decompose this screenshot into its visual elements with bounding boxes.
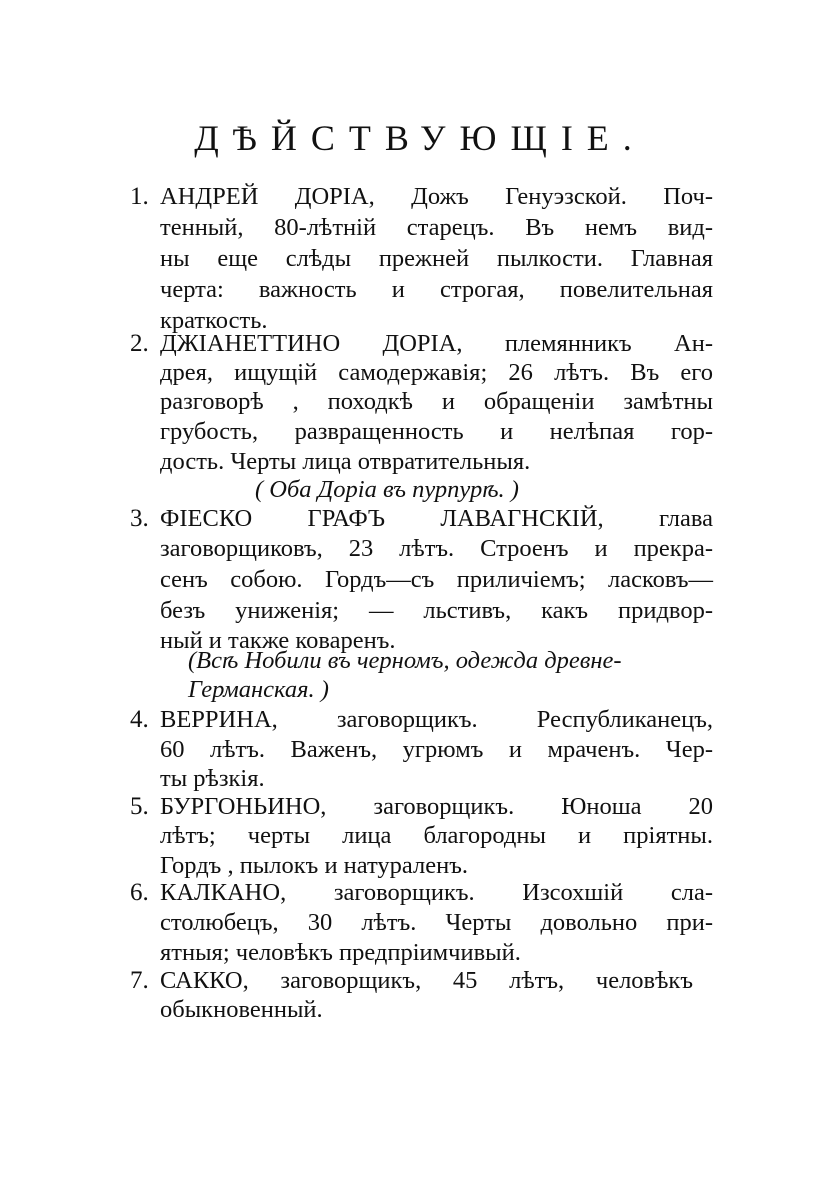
entry-line: тенный, 80-лѣтній старецъ. Въ немъ вид- [160,214,713,241]
entry-line: Гордъ , пылокъ и натураленъ. [160,852,469,879]
entry-line: черта: важность и строгая, повелительная [160,276,713,303]
entry-line: ный и также коваренъ. [160,627,396,654]
entry-number: 5. [130,793,149,820]
entry-number: 3. [130,505,149,532]
page-heading: ДѢЙСТВУЮЩІЕ. [194,118,646,158]
entry-number: 2. [130,330,149,357]
entry-line: дрея, ищущій самодержавія; 26 лѣтъ. Въ его [160,359,713,386]
entry-line: ФІЕСКО ГРАФЪ ЛАВАГНСКІЙ, глава [160,505,713,532]
entry-number: 1. [130,183,149,210]
entry-line: дость. Черты лица отвратительныя. [160,448,531,475]
entry-number: 4. [130,706,149,733]
entry-line: грубость, развращенность и нелѣпая гор- [160,418,713,445]
entry-line: ВЕРРИНА, заговорщикъ. Республиканецъ, [160,706,713,733]
costume-note: (Всѣ Нобили въ черномъ, одежда древне- [188,647,622,674]
entry-line: 60 лѣтъ. Важенъ, угрюмъ и мраченъ. Чер- [160,736,713,763]
entry-line: обыкновенный. [160,996,323,1023]
entry-line: АНДРЕЙ ДОРІА, Дожъ Генуэзской. Поч- [160,183,713,210]
entry-line: САККО, заговорщикъ, 45 лѣтъ, человѣкъ [160,967,693,994]
entry-line: лѣтъ; черты лица благородны и пріятны. [160,822,713,849]
entry-line: сенъ собою. Гордъ—съ приличіемъ; ласковъ— [160,566,713,593]
entry-line: разговорѣ , походкѣ и обращеніи замѣтны [160,388,713,415]
entry-line: заговорщиковъ, 23 лѣтъ. Строенъ и прекра- [160,535,713,562]
entry-number: 7. [130,967,149,994]
entry-line: столюбецъ, 30 лѣтъ. Черты довольно при- [160,909,713,936]
entry-line: ДЖІАНЕТТИНО ДОРІА, племянникъ Ан- [160,330,713,357]
entry-line: краткость. [160,307,268,334]
costume-note: Германская. ) [188,676,329,703]
entry-line: БУРГОНЬИНО, заговорщикъ. Юноша 20 [160,793,713,820]
entry-line: КАЛКАНО, заговорщикъ. Изсохшій сла- [160,879,713,906]
costume-note: ( Оба Доріа въ пурпурѣ. ) [255,476,519,503]
entry-line: ятныя; человѣкъ предпріимчивый. [160,939,521,966]
entry-number: 6. [130,879,149,906]
entry-line: ты рѣзкія. [160,765,265,792]
entry-line: ны еще слѣды прежней пылкости. Главная [160,245,713,272]
entry-line: безъ униженія; — льстивъ, какъ придвор- [160,597,713,624]
